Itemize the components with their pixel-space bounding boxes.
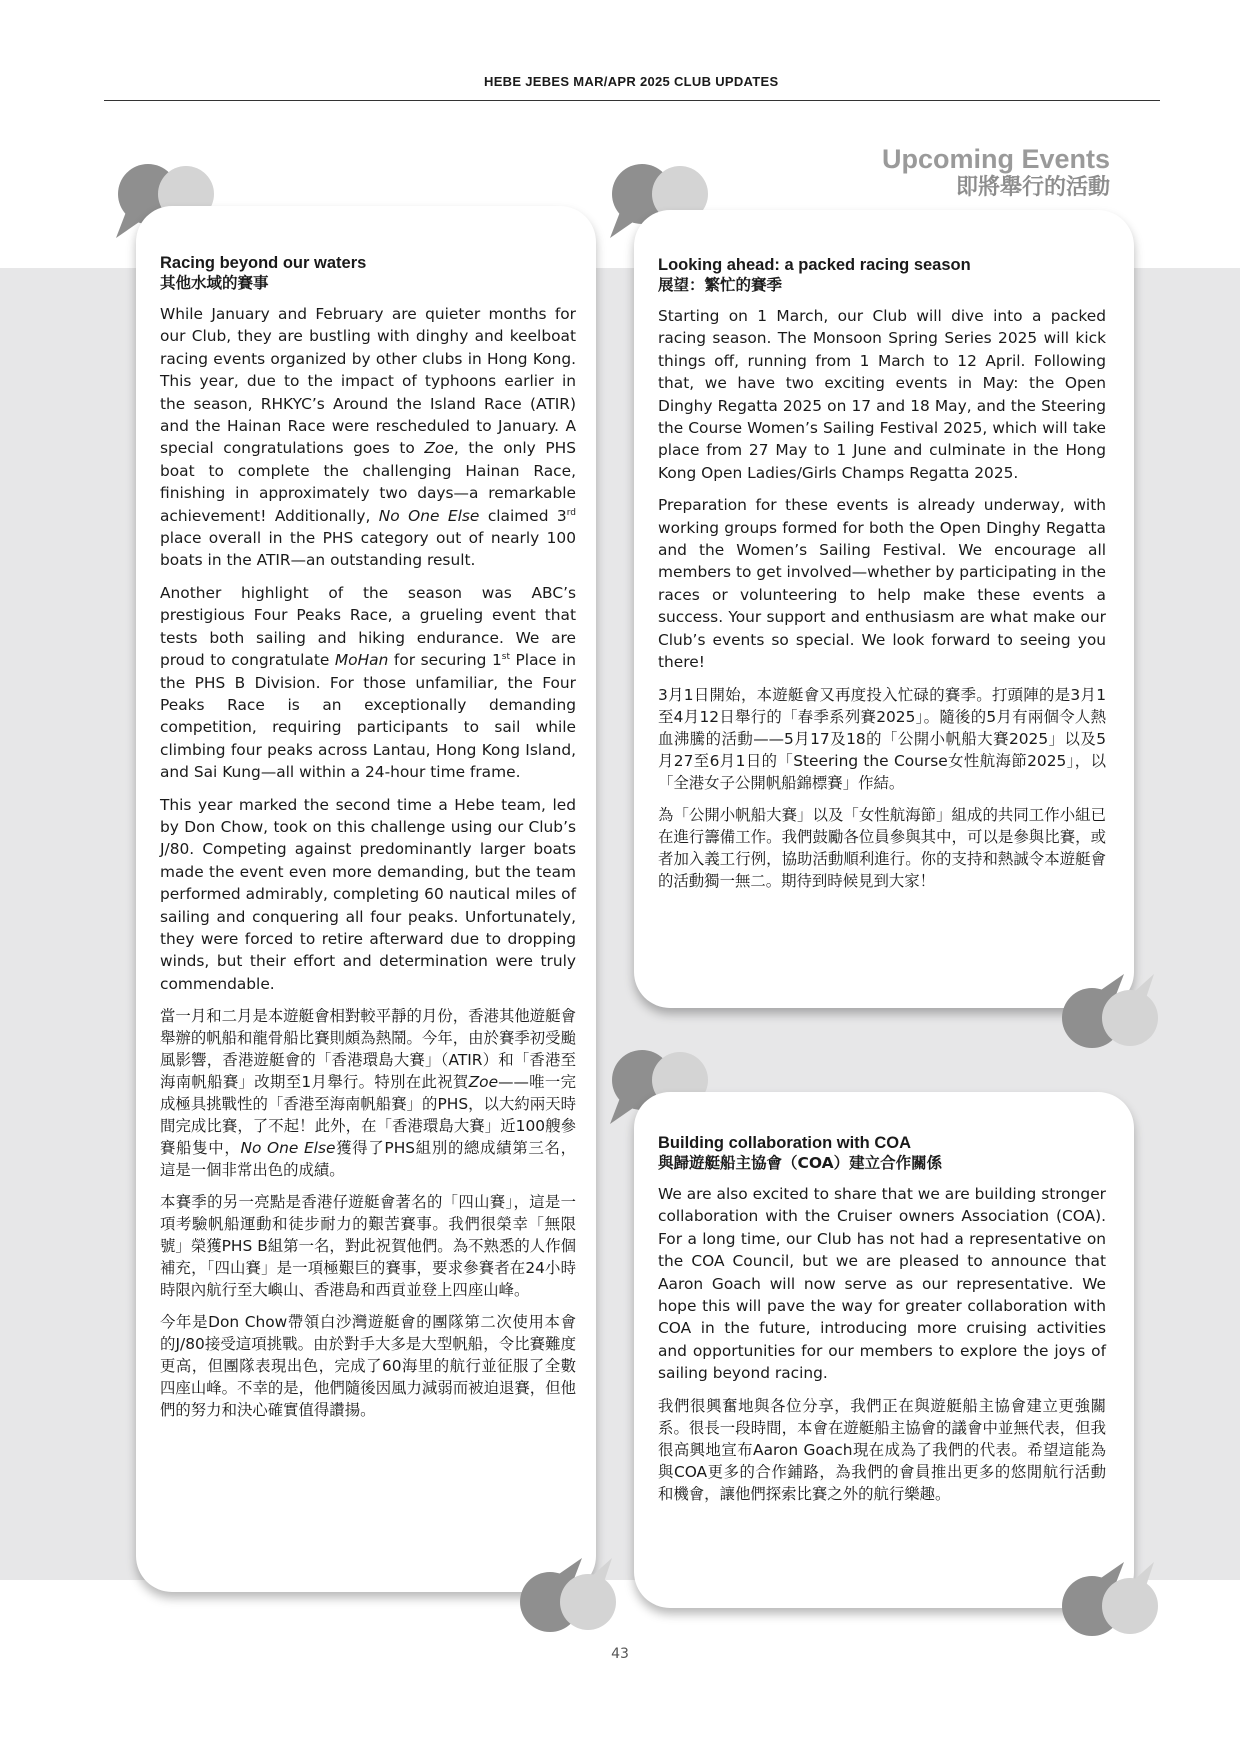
section-title [882,144,1110,200]
article-paragraph: Preparation for these events is already underway, with working groups formed for both the Open Dinghy Regatta and the Women’s Sailing Festival. We encourage all members to get involved—whether by participating in the races or volunteering to help make these events a success. Your support and enthusiasm are what make our Club’s events so special. We look forward to seeing you there! [658,496,1106,672]
article-card-coa [634,1092,1134,1608]
quote-icon [1056,972,1166,1052]
quote-icon [514,1556,624,1636]
quote-icon [1056,1560,1166,1640]
article-paragraph-zh: 今年是Don Chow帶領白沙灣遊艇會的團隊第二次使用本會的J/80接受這項挑戰。由於對手大多是大型帆船，令比賽難度更高，但團隊表現出色，完成了60海里的航行並征服了全數四座山峰。不幸的是，他們隨後因風力減弱而被迫退賽，但他們的努力和決心確實值得讚揚。 [160,1313,576,1420]
article-title-zh: 其他水域的賽事 [160,274,269,292]
article-paragraph-zh: 為「公開小帆船大賽」以及「女性航海節」組成的共同工作小組已在進行籌備工作。我們鼓勵各位員參與其中，可以是參與比賽，或者加入義工行例，協助活動順利進行。你的支持和熱誠令本遊艇會的活動獨一無二。期待到時候見到大家！ [658,805,1106,890]
article-title-en: Racing beyond our waters [160,254,367,272]
article-paragraph: Another highlight of the season was ABC’s prestigious Four Peaks Race, a grueling event that tests both sailing and hiking endurance. We are proud to congratulate MoHan for securing 1st Place in the PHS B Division. For those unfamiliar, the Four Peaks Race is an exceptionally demanding competition, requiring participants to sail while climbing four peaks across Lantau, Hong Kong Island, and Sai Kung—all within a 24-hour time frame. [160,583,576,782]
article-title-zh: 與歸遊艇船主協會（COA）建立合作關係 [658,1154,943,1172]
section-title-zh: 即將舉行的活動 [955,174,1110,199]
article-paragraph-zh: 當一月和二月是本遊艇會相對較平靜的月份，香港其他遊艇會舉辦的帆船和龍骨船比賽則頗為熱鬧。今年，由於賽季初受颱風影響，香港遊艇會的「香港環島大賽」（ATIR）和「香港至海南帆船賽」改期至1月舉行。特別在此祝賀Zoe——唯一完成極具挑戰性的「香港至海南帆船賽」的PHS，以大約兩天時間完成比賽，了不起！此外，在「香港環島大賽」近100艘參賽船隻中，No One Else獲得了PHS組別的總成績第三名，這是一個非常出色的成績。 [160,1007,576,1180]
section-title-en: Upcoming Events [881,144,1110,174]
article-paragraph: Starting on 1 March, our Club will dive into a packed racing season. The Monsoon Spring Series 2025 will kick things off, running from 1 March to 12 April. Following that, we have two exciting events in May: the Open Dinghy Regatta 2025 on 17 and 18 May, and the Steering the Course Women’s Sailing Festival 2025, which will take place from 27 May to 1 June and culminate in the Hong Kong Open Ladies/Girls Champs Regatta 2025. [658,307,1106,482]
article-paragraph: We are also excited to share that we are building stronger collaboration with the Cruiser owners Association (COA). For a long time, our Club has not had a representative on the COA Council, but we are pleased to announce that Aaron Goach will now serve as our representative. We hope this will pave the way for greater collaboration with COA in the future, introducing more cruising activities and opportunities for our members to explore the joys of sailing beyond racing. [658,1185,1106,1383]
article-card-season [634,210,1134,1008]
article-title-en: Building collaboration with COA [658,1134,911,1152]
header-text: HEBE JEBES MAR/APR 2025 CLUB UPDATES [484,74,779,89]
article-card-racing [136,206,596,1592]
article-title-en: Looking ahead: a packed racing season [658,256,971,274]
article-paragraph-zh: 本賽季的另一亮點是香港仔遊艇會著名的「四山賽」，這是一項考驗帆船運動和徒步耐力的艱苦賽事。我們很榮幸「無限號」榮獲PHS B組第一名，對此祝賀他們。為不熟悉的人作個補充，「四山賽」是一項極艱巨的賽事，要求參賽者在24小時時限內航行至大嶼山、香港島和西貢並登上四座山峰。 [160,1193,576,1300]
article-paragraph: While January and February are quieter months for our Club, they are bustling with dinghy and keelboat racing events organized by other clubs in Hong Kong. This year, due to the impact of typhoons earlier in the season, RHKYC’s Around the Island Race (ATIR) and the Hainan Race were rescheduled to January. A special congratulations goes to Zoe, the only PHS boat to complete the challenging Hainan Race, finishing in approximately two days—a remarkable achievement! Additionally, No One Else claimed 3rd place overall in the PHS category out of nearly 100 boats in the ATIR—an outstanding result. [160,305,576,570]
article-paragraph: This year marked the second time a Hebe team, led by Don Chow, took on this challenge using our Club’s J/80. Competing against predominantly larger boats made the event even more demanding, but the team performed admirably, completing 60 nautical miles of sailing and conquering all four peaks. Unfortunately, they were forced to retire afterward due to dropping winds, but their effort and determination were truly commendable. [160,795,576,993]
article-paragraph-zh: 3月1日開始，本遊艇會又再度投入忙碌的賽季。打頭陣的是3月1至4月12日舉行的「春季系列賽2025」。隨後的5月有兩個令人熱血沸騰的活動——5月17及18的「公開小帆船大賽2025」以及5月27至6月1日的「Steering the Course女性航海節2025」，以「全港女子公開帆船錦標賽」作結。 [658,685,1106,792]
page-header [104,74,1160,101]
page-number: 43 [611,1646,629,1662]
article-paragraph-zh: 我們很興奮地與各位分享，我們正在與遊艇船主協會建立更強關系。很長一段時間，本會在遊艇船主協會的議會中並無代表，但我很高興地宣布Aaron Goach現在成為了我們的代表。希望這能為與COA更多的合作鋪路，為我們的會員推出更多的悠閒航行活動和機會，讓他們探索比賽之外的航行樂趣。 [658,1396,1106,1503]
article-title-zh: 展望：繁忙的賽季 [658,276,783,294]
